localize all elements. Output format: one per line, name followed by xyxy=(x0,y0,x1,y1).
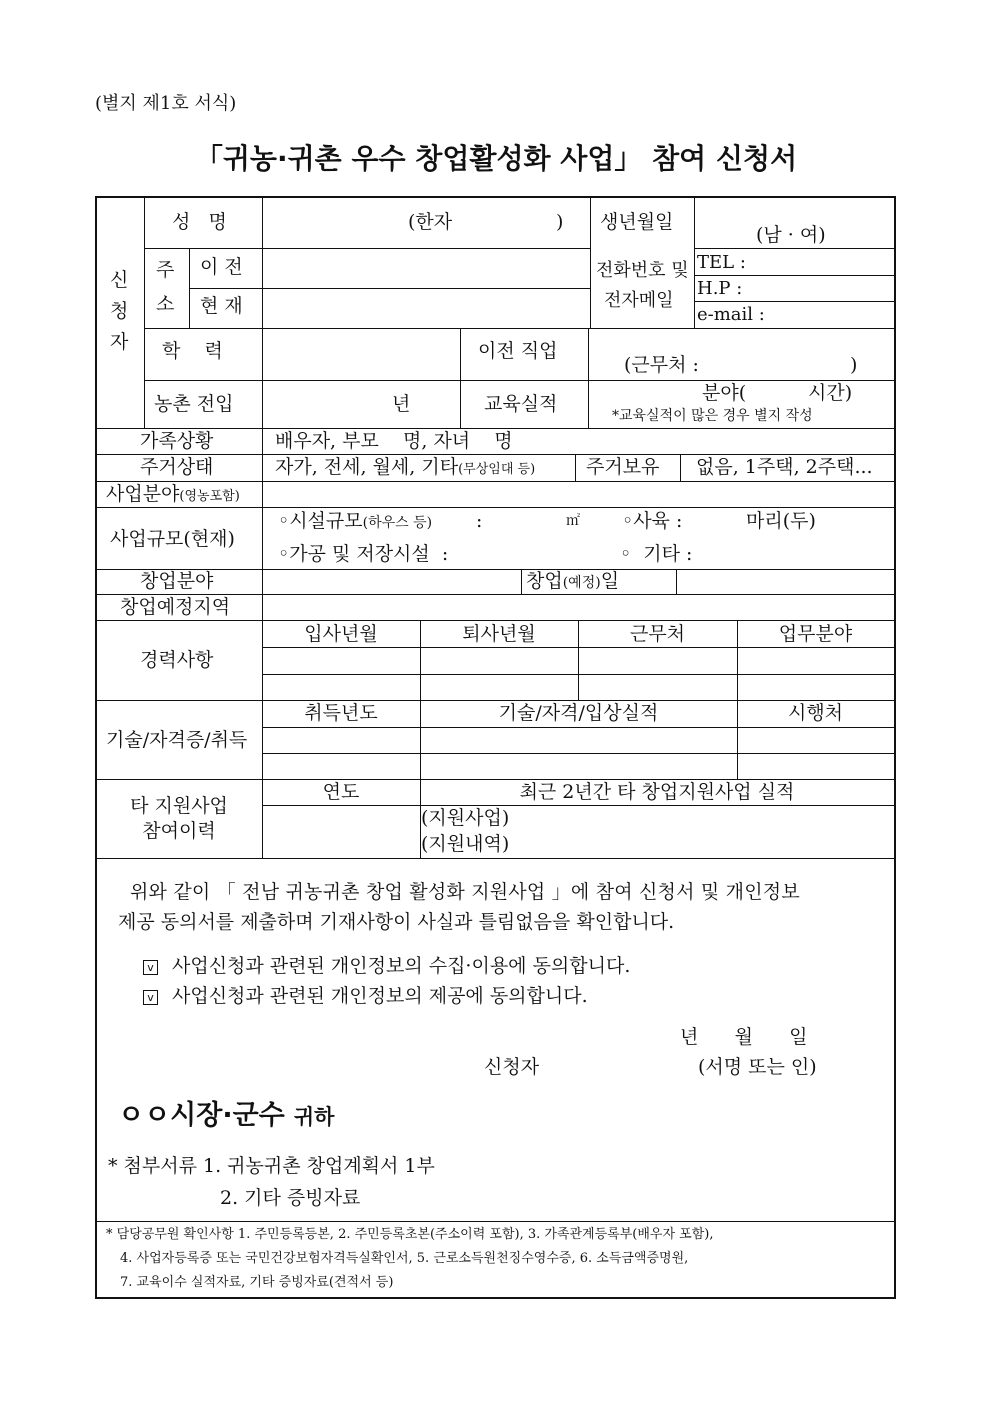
other-support-record-header: 최근 2년간 타 창업지원사업 실적 xyxy=(519,781,795,803)
other-support-label-1: 타 지원사업 xyxy=(130,795,228,817)
name-label: 성 명 xyxy=(172,211,227,233)
tel-field[interactable]: TEL : xyxy=(697,252,746,273)
facility-scale-label: ◦시설규모 xyxy=(278,510,363,532)
consent-provision-checkbox[interactable]: v xyxy=(143,990,158,1005)
training-label: 교육실적 xyxy=(484,393,558,415)
workplace-close: ) xyxy=(850,354,858,376)
hanja-close: ) xyxy=(556,211,564,233)
facility-colon: : xyxy=(476,510,483,532)
training-field[interactable]: 분야( xyxy=(702,382,747,404)
address-char-ju: 주 xyxy=(156,259,175,281)
unit-m2: ㎡ xyxy=(566,513,580,529)
training-hours[interactable]: 시간) xyxy=(808,382,853,404)
consent-provision xyxy=(143,987,588,1006)
frame-left xyxy=(95,196,97,1299)
official-check-line-2: 4. 사업자등록증 또는 국민건강보험자격득실확인서, 5. 근로소득원천징수영수증, 6. 소득금액증명원, xyxy=(120,1251,689,1266)
hp-field[interactable]: H.P : xyxy=(697,278,743,299)
business-field-label-note: (영농포함) xyxy=(179,489,240,504)
startup-field-label: 창업분야 xyxy=(140,570,214,592)
family-label: 가족상황 xyxy=(140,430,214,452)
email-field[interactable]: e-mail : xyxy=(697,304,765,325)
prev-address-label: 이 전 xyxy=(200,256,243,278)
livestock-field[interactable]: ◦사육 : xyxy=(622,510,683,532)
prev-job-label: 이전 직업 xyxy=(478,340,558,362)
consent-provision-text: 사업신청과 관련된 개인정보의 제공에 동의합니다. xyxy=(172,985,588,1007)
facility-scale-field[interactable] xyxy=(278,512,432,531)
workplace-field[interactable]: (근무처 : xyxy=(624,354,699,376)
date-line[interactable]: 년 월 일 xyxy=(680,1026,808,1048)
page-title: 「귀농·귀촌 우수 창업활성화 사업」 참여 신청서 xyxy=(194,142,798,175)
other-support-year-header: 연도 xyxy=(322,781,360,803)
frame-right xyxy=(894,196,896,1299)
attachments-line-1: * 첨부서류 1. 귀농귀촌 창업계획서 1부 xyxy=(108,1155,435,1177)
other-scale-field[interactable]: ◦ 기타 : xyxy=(620,543,693,565)
career-header-duty: 업무분야 xyxy=(778,623,853,645)
career-header-workplace: 근무처 xyxy=(629,623,686,645)
declaration-line-2: 제공 동의서를 제출하며 기재사항이 사실과 틀림없음을 확인합니다. xyxy=(118,911,675,933)
birth-label: 생년월일 xyxy=(600,211,674,233)
gender-field[interactable]: (남 · 여) xyxy=(756,224,826,246)
contact-label-1: 전화번호 및 xyxy=(596,260,689,281)
training-note: *교육실적이 많은 경우 별지 작성 xyxy=(612,408,813,424)
facility-scale-note: (하우스 등) xyxy=(362,515,433,531)
business-field-label-main: 사업분야 xyxy=(106,483,180,505)
startup-date-label-end: 일 xyxy=(600,570,620,592)
support-detail-field[interactable]: (지원내역) xyxy=(421,833,510,855)
housing-own-value[interactable]: 없음, 1주택, 2주택... xyxy=(696,456,873,478)
business-scale-label: 사업규모(현재) xyxy=(110,528,235,550)
housing-value[interactable] xyxy=(275,458,535,477)
startup-date-label-note: (예정) xyxy=(562,575,601,591)
family-value[interactable]: 배우자, 부모 명, 자녀 명 xyxy=(275,430,513,452)
housing-label: 주거상태 xyxy=(140,456,214,478)
career-header-start: 입사년월 xyxy=(304,623,378,645)
career-label: 경력사항 xyxy=(140,649,214,671)
declaration-line-1: 위와 같이 「 전남 귀농귀촌 창업 활성화 지원사업 」에 참여 신청서 및 개인정보 xyxy=(130,881,800,903)
business-field-input[interactable] xyxy=(263,482,893,506)
housing-value-note: (무상임대 등) xyxy=(458,462,536,477)
processing-field[interactable]: ◦가공 및 저장시설 : xyxy=(278,543,449,565)
addressee-main: ㅇㅇ시장·군수 xyxy=(118,1100,285,1131)
hanja-label: (한자 xyxy=(408,211,453,233)
housing-own-label: 주거보유 xyxy=(586,456,660,478)
frame-top xyxy=(95,196,896,198)
consent-collection-text: 사업신청과 관련된 개인정보의 수집·이용에 동의합니다. xyxy=(172,955,631,977)
business-field-label xyxy=(106,485,240,504)
housing-value-main: 자가, 전세, 월세, 기타 xyxy=(275,456,459,478)
official-check-line-1: * 담당공무원 확인사항 1. 주민등록등본, 2. 주민등록초본(주소이력 포함), 3. 가족관계등록부(배우자 포함), xyxy=(106,1227,714,1242)
consent-collection-checkbox[interactable]: v xyxy=(143,960,158,975)
move-in-year[interactable]: 년 xyxy=(392,393,411,415)
certification-label: 기술/자격증/취득 xyxy=(106,729,248,751)
education-input[interactable] xyxy=(263,329,459,379)
startup-region-input[interactable] xyxy=(263,595,893,619)
startup-region-label: 창업예정지역 xyxy=(120,596,231,618)
applicant-section-label: 신 청 자 xyxy=(110,269,129,353)
cert-header-issuer: 시행처 xyxy=(787,702,844,724)
form-number: (별지 제1호 서식) xyxy=(95,93,237,114)
livestock-heads: 마리(두) xyxy=(746,510,816,532)
addressee xyxy=(118,1102,334,1129)
career-header-end: 퇴사년월 xyxy=(462,623,536,645)
frame-bottom xyxy=(95,1297,896,1299)
cert-header-record: 기술/자격/입상실적 xyxy=(498,702,659,724)
cert-header-year: 취득년도 xyxy=(304,702,378,724)
consent-collection xyxy=(143,957,630,976)
startup-date-label xyxy=(526,572,619,591)
startup-date-label-main: 창업 xyxy=(526,570,563,592)
startup-date-input[interactable] xyxy=(677,570,893,593)
attachments-line-2: 2. 기타 증빙자료 xyxy=(220,1187,361,1209)
current-address-label: 현 재 xyxy=(200,295,243,317)
startup-field-input[interactable] xyxy=(263,570,520,593)
other-support-label-2: 참여이력 xyxy=(142,820,216,842)
move-in-label: 농촌 전입 xyxy=(154,393,234,415)
official-check-line-3: 7. 교육이수 실적자료, 기타 증빙자료(견적서 등) xyxy=(120,1275,394,1290)
applicant-signature-label: 신청자 xyxy=(484,1056,540,1078)
contact-label-2: 전자메일 xyxy=(604,290,674,311)
support-project-field[interactable]: (지원사업) xyxy=(421,807,510,829)
addressee-suffix: 귀하 xyxy=(293,1105,335,1129)
education-label: 학 력 xyxy=(162,340,223,362)
signature-field[interactable]: (서명 또는 인) xyxy=(698,1056,817,1078)
address-char-so: 소 xyxy=(156,293,175,315)
prev-address-input[interactable] xyxy=(263,249,589,287)
current-address-input[interactable] xyxy=(263,289,589,327)
